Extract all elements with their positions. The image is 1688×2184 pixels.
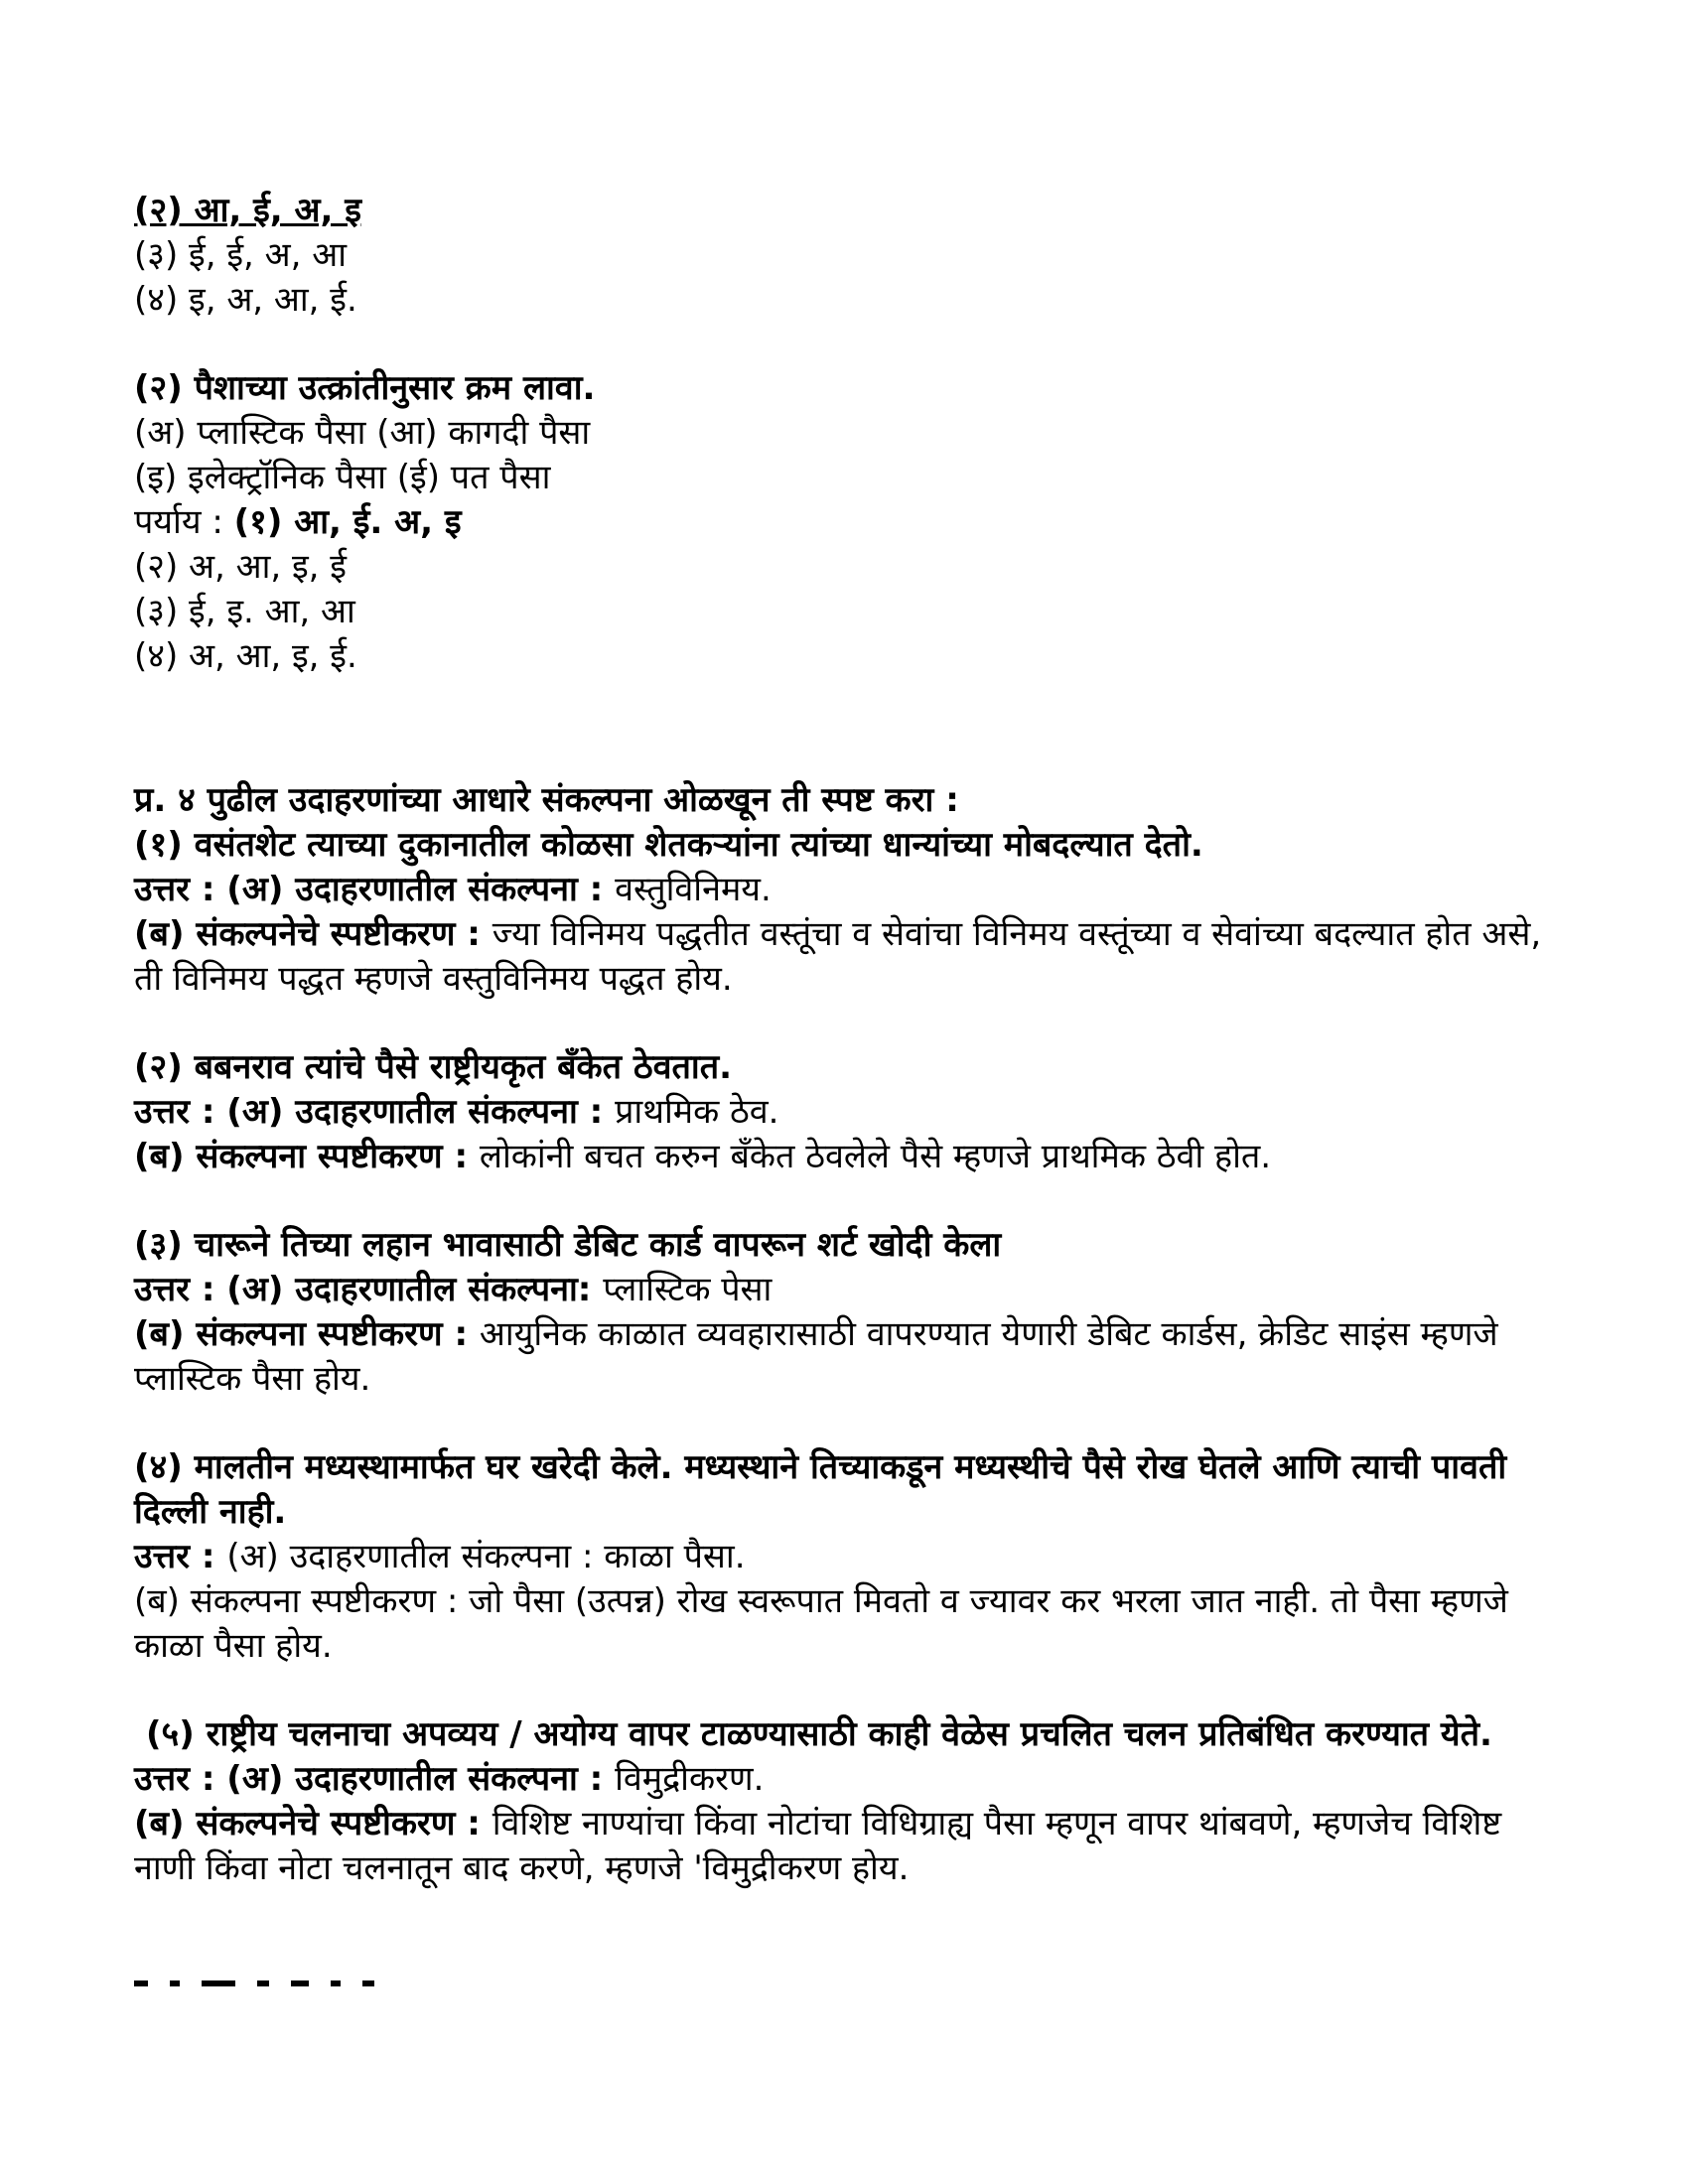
q4-item-4-explanation — [134, 1579, 1564, 1669]
q4-heading: प्र. ४ पुढील उदाहरणांच्या आधारे संकल्पना ओळखून ती स्पष्ट करा : — [134, 780, 959, 820]
q2-options-row — [134, 500, 1564, 545]
q4-item-1-answer-value: वस्तुविनिमय. — [615, 870, 772, 909]
q2-option-1-correct: (१) आ, ई. अ, इ — [233, 502, 462, 542]
q2-option-2: (२) अ, आ, इ, ई — [134, 547, 347, 587]
prev-option-2-correct: (२) आ, ई, अ, इ — [134, 191, 361, 230]
q4-item-2-explanation — [134, 1135, 1564, 1179]
q4-item-3-explanation-value: आयुनिक काळात व्यवहारासाठी वापरण्यात येणारी डेबिट कार्डस, क्रेडिट साइंस म्हणजे प्लास्टिक पैसा होय. — [134, 1314, 1498, 1399]
q2-option-3: (३) ई, इ. आ, आ — [134, 592, 355, 631]
q4-item-5-answer-value: विमुद्रीकरण. — [615, 1759, 765, 1799]
q4-item-2-answer-value: प्राथमिक ठेव. — [615, 1092, 779, 1132]
q4-item-5-explanation-value: विशिष्ट नाण्यांचा किंवा नोटांचा विधिग्राह्य पैसा म्हणून वापर थांबवणे, म्हणजेच विशिष्ट नाणी किंवा नोटा चलनातून बाद करणे, म्हणजे 'विमुद्रीकरण होय. — [134, 1804, 1502, 1888]
q4-item-5-answer-label: उत्तर : (अ) उदाहरणातील संकल्पना : — [134, 1759, 616, 1799]
q4-item-2-explanation-label: (ब) संकल्पना स्पष्टीकरण : — [134, 1137, 480, 1176]
q4-item-3-explanation — [134, 1312, 1564, 1402]
q4-item-4-answer-label: उत्तर : — [134, 1537, 227, 1576]
q4-item-1-explanation-label: (ब) संकल्पनेचे स्पष्टीकरण : — [134, 914, 492, 954]
q4-item-4-answer-value: (अ) उदाहरणातील संकल्पना : काळा पैसा. — [226, 1537, 746, 1576]
q2-option-4: (४) अ, आ, इ, ई. — [134, 636, 357, 676]
q4-item-3-title: (३) चारूने तिच्या लहान भावासाठी डेबिट कार्ड वापरून शर्ट खोदी केला — [134, 1225, 1002, 1265]
q2-line-1: (अ) प्लास्टिक पैसा (आ) कागदी पैसा — [134, 413, 591, 453]
q4-item-4-title: (४) मालतीन मध्यस्थामार्फत घर खरेदी केले. मध्यस्थाने तिच्याकडून मध्यस्थीचे पैसे रोख घेतले आणि त्याची पावती दिल्ली नाही. — [134, 1447, 1507, 1532]
q4-item-3-explanation-label: (ब) संकल्पना स्पष्टीकरण : — [134, 1314, 480, 1354]
q4-item-2-answer-label: उत्तर : (अ) उदाहरणातील संकल्पना : — [134, 1092, 616, 1132]
cut-off-text-fragment — [134, 1980, 462, 1990]
q2-line-2: (इ) इलेक्ट्रॉनिक पैसा (ई) पत पैसा — [134, 458, 551, 497]
document-content — [134, 189, 1564, 1891]
q4-item-4-explanation-value: (ब) संकल्पना स्पष्टीकरण : जो पैसा (उत्पन्न) रोख स्वरूपात मिवतो व ज्यावर कर भरला जात नाही. तो पैसा म्हणजे काळा पैसा होय. — [134, 1581, 1508, 1666]
q4-item-2-explanation-value: लोकांनी बचत करुन बँकेत ठेवलेले पैसे म्हणजे प्राथमिक ठेवी होत. — [479, 1137, 1272, 1176]
prev-option-4: (४) इ, अ, आ, ई. — [134, 280, 357, 320]
q2-title: (२) पैशाच्या उत्क्रांतीनुसार क्रम लावा. — [134, 368, 596, 408]
q4-item-1-answer — [134, 868, 1564, 912]
q4-item-5-explanation — [134, 1802, 1564, 1891]
q4-item-3-answer-value: प्लास्टिक पेसा — [603, 1270, 773, 1309]
q4-item-5-answer — [134, 1757, 1564, 1802]
q4-item-1-explanation — [134, 912, 1564, 1002]
prev-option-3: (३) ई, ई, अ, आ — [134, 235, 347, 275]
q4-item-1-answer-label: उत्तर : (अ) उदाहरणातील संकल्पना : — [134, 870, 616, 909]
q4-item-5-explanation-label: (ब) संकल्पनेचे स्पष्टीकरण : — [134, 1804, 492, 1843]
q4-item-2-title: (२) बबनराव त्यांचे पैसे राष्ट्रीयकृत बँकेत ठेवतात. — [134, 1047, 732, 1087]
q4-item-1-explanation-value: ज्या विनिमय पद्धतीत वस्तूंचा व सेवांचा विनिमय वस्तूंच्या व सेवांच्या बदल्यात होत असे, ती विनिमय पद्धत म्हणजे वस्तुविनिमय पद्धत होय. — [134, 914, 1542, 999]
q4-item-3-answer-label: उत्तर : (अ) उदाहरणातील संकल्पना: — [134, 1270, 604, 1309]
q2-options-label: पर्याय : — [134, 502, 234, 542]
q4-item-1-title: (१) वसंतशेट त्याच्या दुकानातील कोळसा शेतकऱ्यांना त्यांच्या धान्यांच्या मोबदल्यात देतो. — [134, 825, 1203, 865]
q4-item-5-title: (५) राष्ट्रीय चलनाचा अपव्यय / अयोग्य वापर टाळण्यासाठी काही वेळेस प्रचलित चलन प्रतिबंधित करण्यात येते. — [146, 1714, 1492, 1754]
q4-item-3-answer — [134, 1268, 1564, 1312]
q4-item-2-answer — [134, 1090, 1564, 1135]
q4-item-4-answer — [134, 1535, 1564, 1579]
